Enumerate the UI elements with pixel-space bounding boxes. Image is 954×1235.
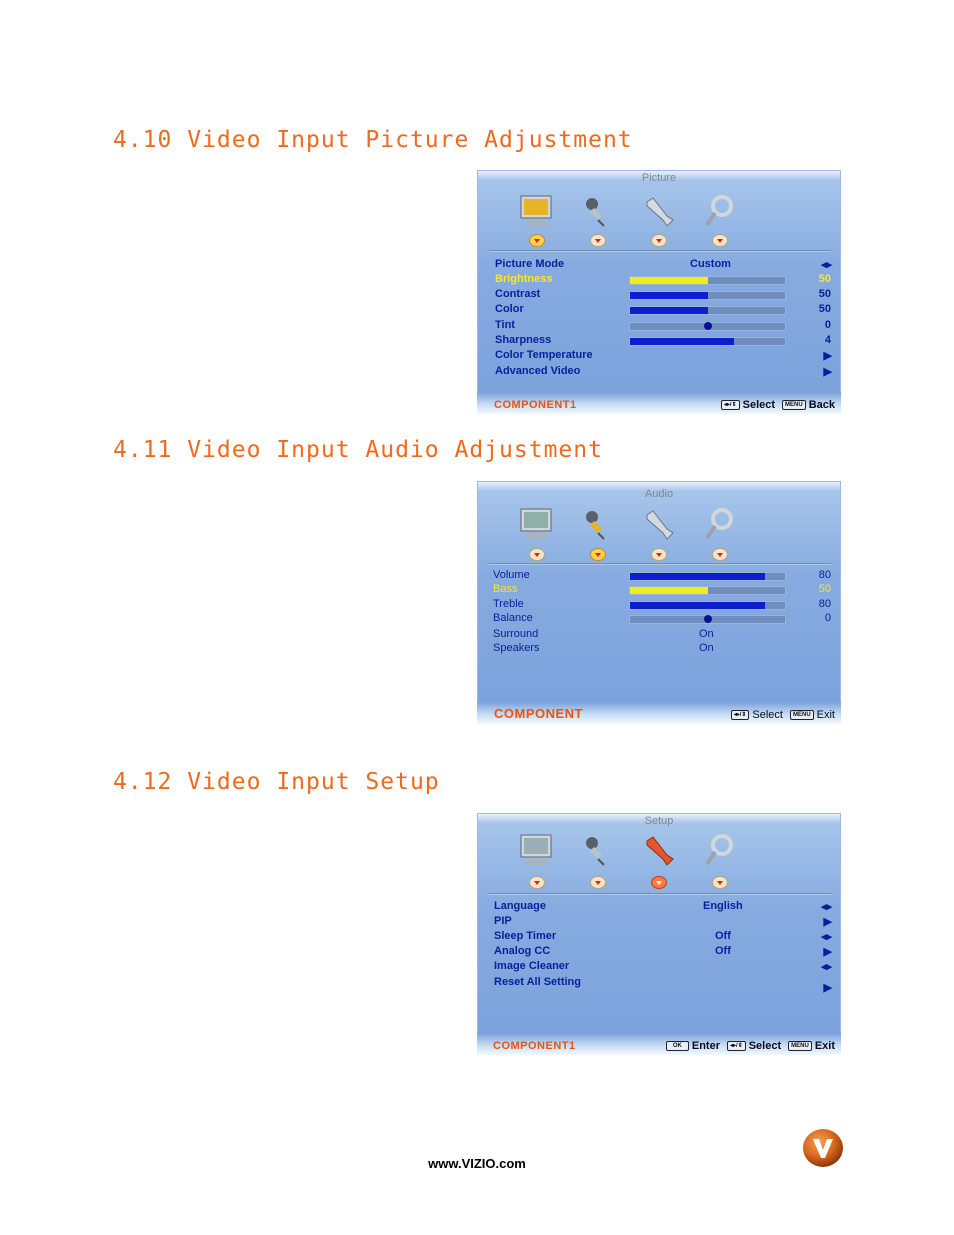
- tint-row[interactable]: [477, 319, 841, 334]
- search-tab-indicator-icon: [712, 876, 728, 889]
- search-icon[interactable]: [698, 505, 742, 545]
- language-label: Language: [494, 900, 546, 912]
- advanced-video-row[interactable]: [477, 365, 841, 380]
- analog-cc-label: Analog CC: [494, 945, 551, 957]
- select-hint: Select: [742, 399, 776, 411]
- sharpness-value: 4: [824, 334, 831, 346]
- sharpness-slider[interactable]: [629, 337, 786, 346]
- balance-value: 0: [824, 612, 831, 624]
- setup-menu-title: Setup: [644, 815, 674, 827]
- exit-hint: Exit: [816, 709, 835, 721]
- tint-value: 0: [824, 319, 831, 331]
- color-value: 50: [818, 303, 831, 315]
- tv-tab-indicator-icon: [529, 234, 545, 247]
- brightness-label: Brightness: [495, 273, 553, 285]
- volume-slider-fill: [630, 573, 765, 580]
- treble-slider[interactable]: [629, 601, 786, 610]
- analog-cc-value: Off: [715, 945, 731, 957]
- tv-icon[interactable]: [515, 831, 559, 871]
- search-tab-indicator-icon: [712, 234, 728, 247]
- contrast-slider-fill: [630, 292, 708, 299]
- language-value: English: [703, 900, 743, 912]
- menu-key-icon: MENU: [788, 1041, 812, 1051]
- bass-slider[interactable]: [629, 586, 786, 595]
- color-row[interactable]: [477, 303, 841, 318]
- speaker-tab-indicator-icon: [590, 234, 606, 247]
- select-hint: Select: [748, 1040, 782, 1052]
- sleep-timer-value: Off: [715, 930, 731, 942]
- contrast-label: Contrast: [495, 288, 541, 300]
- picture-menu-hints: [721, 399, 835, 411]
- brightness-row[interactable]: [477, 273, 841, 288]
- color-temperature-row[interactable]: [477, 349, 841, 364]
- tv-icon[interactable]: [515, 505, 559, 545]
- left-right-arrow-icon: ◂▸: [820, 931, 832, 943]
- setup-source-label: COMPONENT1: [493, 1040, 576, 1052]
- sharpness-label: Sharpness: [495, 334, 552, 346]
- brightness-value: 50: [818, 273, 831, 285]
- setup-menu-divider: [489, 893, 831, 895]
- section-title-audio: 4.11 Video Input Audio Adjustment: [113, 437, 603, 463]
- sharpness-row[interactable]: [477, 334, 841, 349]
- wrench-icon[interactable]: [637, 192, 681, 232]
- wrench-tab-indicator-icon: [651, 234, 667, 247]
- exit-hint: Exit: [814, 1040, 835, 1052]
- section-title-setup: 4.12 Video Input Setup: [113, 769, 440, 795]
- menu-key-icon: MENU: [790, 710, 814, 720]
- right-arrow-icon: ▶: [823, 916, 832, 928]
- image-cleaner-row[interactable]: [477, 960, 841, 975]
- picture-mode-row[interactable]: [477, 258, 841, 273]
- treble-slider-fill: [630, 602, 765, 609]
- tint-slider-knob[interactable]: [704, 322, 712, 330]
- color-slider[interactable]: [629, 306, 786, 315]
- audio-menu-title: Audio: [644, 488, 674, 500]
- reset-all-setting-row[interactable]: [477, 976, 841, 994]
- volume-row[interactable]: [477, 569, 841, 584]
- vizio-logo-icon: [802, 1128, 844, 1168]
- search-icon[interactable]: [698, 831, 742, 871]
- bass-value: 50: [818, 583, 831, 595]
- wrench-icon[interactable]: [637, 505, 681, 545]
- tv-icon[interactable]: [515, 192, 559, 232]
- brightness-slider[interactable]: [629, 276, 786, 285]
- treble-label: Treble: [493, 598, 524, 610]
- search-tab-indicator-icon: [712, 548, 728, 561]
- treble-value: 80: [818, 598, 831, 610]
- speakers-row[interactable]: [477, 642, 841, 657]
- tv-tab-indicator-icon: [529, 876, 545, 889]
- tv-tab-indicator-icon: [529, 548, 545, 561]
- image-cleaner-label: Image Cleaner: [494, 960, 570, 972]
- brightness-slider-fill: [630, 277, 708, 284]
- reset-all-setting-label: Reset All Setting: [494, 976, 581, 988]
- surround-label: Surround: [493, 628, 539, 640]
- right-arrow-icon: ▶: [823, 366, 832, 378]
- right-arrow-icon: ▶: [823, 982, 832, 994]
- bass-slider-fill: [630, 587, 708, 594]
- navigation-keys-icon: ◂▸/⇕: [731, 710, 750, 720]
- enter-hint: Enter: [691, 1040, 720, 1052]
- picture-mode-value: Custom: [690, 258, 731, 270]
- footer-url: www.VIZIO.com: [428, 1156, 526, 1171]
- speaker-icon[interactable]: [576, 831, 620, 871]
- contrast-slider[interactable]: [629, 291, 786, 300]
- speakers-label: Speakers: [493, 642, 540, 654]
- contrast-value: 50: [818, 288, 831, 300]
- color-slider-fill: [630, 307, 708, 314]
- setup-menu-panel: [477, 813, 841, 1055]
- treble-row[interactable]: [477, 598, 841, 613]
- back-hint: Back: [808, 399, 835, 411]
- pip-row[interactable]: [477, 915, 841, 930]
- bass-label: Bass: [493, 583, 518, 595]
- section-title-picture: 4.10 Video Input Picture Adjustment: [113, 127, 633, 153]
- picture-menu-title: Picture: [641, 172, 677, 184]
- language-row[interactable]: [477, 900, 841, 915]
- left-right-arrow-icon: ◂▸: [820, 901, 832, 913]
- speaker-tab-indicator-icon: [590, 548, 606, 561]
- picture-mode-label: Picture Mode: [495, 258, 565, 270]
- bass-row[interactable]: [477, 583, 841, 598]
- ok-key-icon: OK: [666, 1041, 689, 1051]
- color-label: Color: [495, 303, 524, 315]
- analog-cc-row[interactable]: [477, 945, 841, 960]
- wrench-tab-indicator-icon: [651, 876, 667, 889]
- audio-menu-divider: [489, 563, 831, 565]
- select-hint: Select: [752, 709, 783, 721]
- contrast-row[interactable]: [477, 288, 841, 303]
- balance-slider-knob[interactable]: [704, 615, 712, 623]
- setup-menu-hints: [666, 1040, 835, 1052]
- picture-menu-divider: [489, 250, 831, 252]
- tint-slider[interactable]: [629, 322, 786, 331]
- search-icon[interactable]: [698, 192, 742, 232]
- surround-value: On: [699, 628, 714, 640]
- volume-slider[interactable]: [629, 572, 786, 581]
- balance-slider[interactable]: [629, 615, 786, 624]
- color-temperature-label: Color Temperature: [495, 349, 593, 361]
- wrench-tab-indicator-icon: [651, 548, 667, 561]
- pip-label: PIP: [494, 915, 512, 927]
- right-arrow-icon: ▶: [823, 350, 832, 362]
- left-right-arrow-icon: ◂▸: [820, 259, 832, 271]
- menu-key-icon: MENU: [782, 400, 806, 410]
- balance-row[interactable]: [477, 612, 841, 627]
- sleep-timer-label: Sleep Timer: [494, 930, 557, 942]
- audio-menu-panel: [477, 481, 841, 724]
- speaker-icon[interactable]: [576, 505, 620, 545]
- surround-row[interactable]: [477, 628, 841, 643]
- right-arrow-icon: ▶: [823, 946, 832, 958]
- navigation-keys-icon: ◂▸/⇕: [727, 1041, 746, 1051]
- speaker-tab-indicator-icon: [590, 876, 606, 889]
- advanced-video-label: Advanced Video: [495, 365, 581, 377]
- left-right-arrow-icon: ◂▸: [820, 961, 832, 973]
- audio-menu-hints: [731, 709, 835, 721]
- volume-label: Volume: [493, 569, 530, 581]
- volume-value: 80: [818, 569, 831, 581]
- balance-label: Balance: [493, 612, 533, 624]
- picture-menu-panel: [477, 170, 841, 414]
- picture-source-label: COMPONENT1: [494, 399, 577, 411]
- navigation-keys-icon: ◂▸/⇕: [721, 400, 740, 410]
- sleep-timer-row[interactable]: [477, 930, 841, 945]
- speaker-icon[interactable]: [576, 192, 620, 232]
- tint-label: Tint: [495, 319, 515, 331]
- audio-source-label: COMPONENT: [494, 706, 583, 721]
- wrench-icon[interactable]: [637, 831, 681, 871]
- sharpness-slider-fill: [630, 338, 734, 345]
- speakers-value: On: [699, 642, 714, 654]
